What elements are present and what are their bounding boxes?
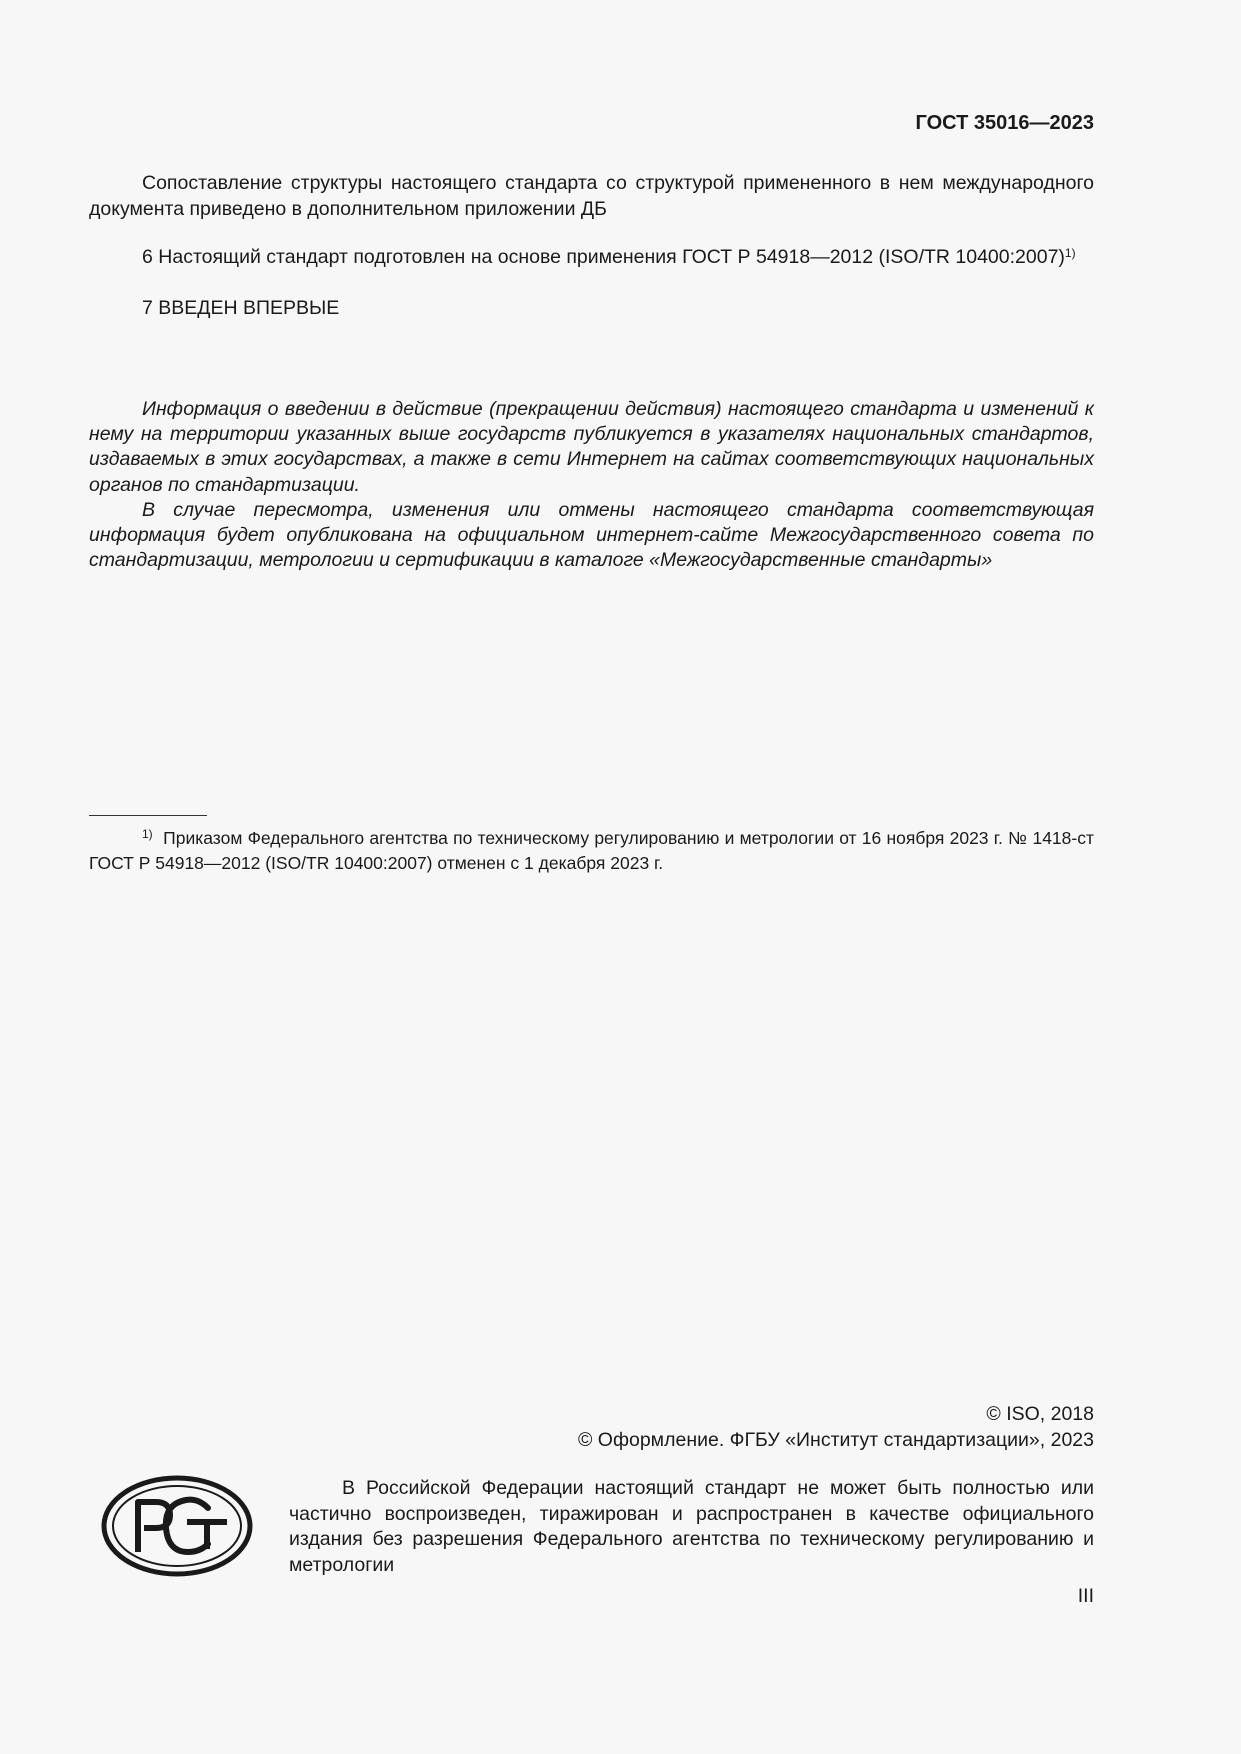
info-paragraph-2: В случае пересмотра, изменения или отмены настоящего стандарта соответствующая информация будет опубликована на официальном интернет-сайте Межгосударственного совета по стандартизации, метрологии и сертификации в каталоге «Межгосударственные стандарты» (89, 498, 1094, 572)
footnote-text: Приказом Федерального агентства по техническому регулированию и метрологии от 16 ноября 2023 г. № 1418-ст ГОСТ Р 54918—2012 (ISO/TR 10400:2007) отменен с 1 декабря 2023 г. (89, 828, 1094, 873)
item-6 (89, 245, 1094, 271)
document-code: ГОСТ 35016—2023 (915, 112, 1094, 134)
structure-comparison-note: Сопоставление структуры настоящего стандарта со структурой примененного в нем международного документа приведено в дополнительном приложении ДБ (89, 172, 1094, 220)
copyright-iso: © ISO, 2018 (986, 1403, 1094, 1425)
page-number: III (1077, 1585, 1094, 1607)
footnote-divider (89, 815, 207, 816)
copyright-design: © Оформление. ФГБУ «Институт стандартизации», 2023 (578, 1429, 1094, 1451)
reproduction-rights-notice: В Российской Федерации настоящий стандарт не может быть полностью или частично воспроизведен, тиражирован и распространен в качестве официального издания без разрешения Федерального агентства по техническому регулированию и метрологии (289, 1477, 1094, 1576)
footnote-ref-mark[interactable]: 1) (1064, 246, 1076, 260)
rst-logo-icon (100, 1474, 254, 1578)
footnote-mark: 1) (142, 827, 153, 841)
item-6-text: 6 Настоящий стандарт подготовлен на основе применения ГОСТ Р 54918—2012 (ISO/TR 10400:2007) (142, 246, 1065, 268)
info-paragraph-1: Информация о введении в действие (прекращении действия) настоящего стандарта и изменений к нему на территории указанных выше государств публикуется в указателях национальных стандартов, издаваемых в этих государствах, а также в сети Интернет на сайтах соответствующих национальных органов по стандартизации. (89, 398, 1094, 496)
standard-info-block (89, 397, 1094, 573)
item-7: 7 ВВЕДЕН ВПЕРВЫЕ (142, 297, 340, 319)
footnote (89, 826, 1094, 876)
